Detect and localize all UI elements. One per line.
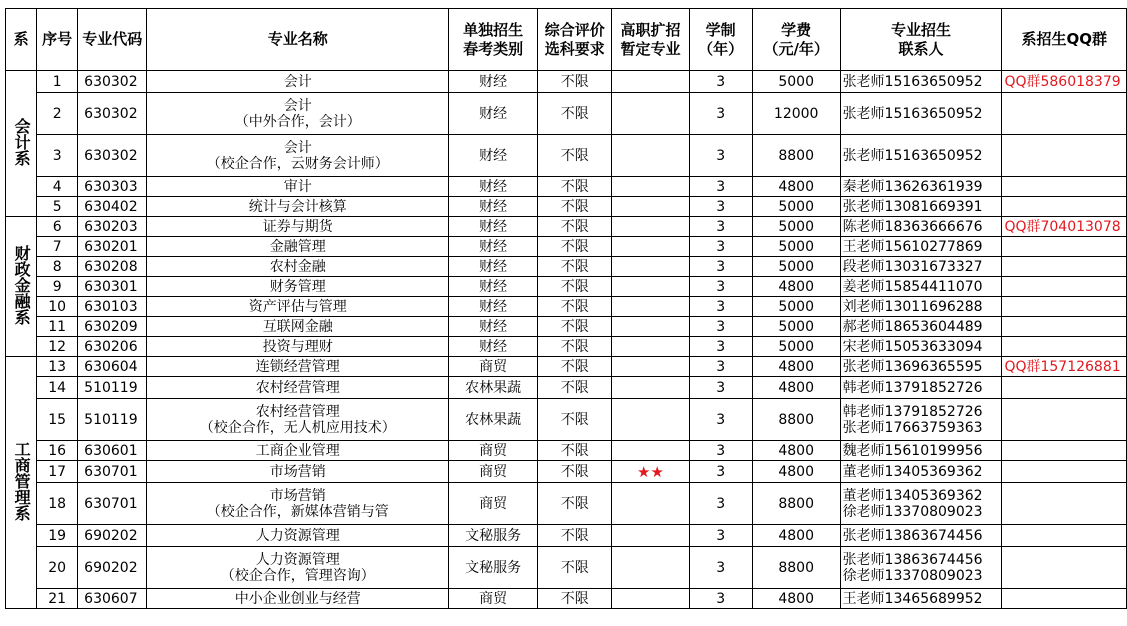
- spring-category: 财经: [449, 237, 538, 257]
- spring-category: 文秘服务: [449, 547, 538, 589]
- program-years: 3: [689, 71, 752, 93]
- row-number: 3: [37, 135, 78, 177]
- row-number: 18: [37, 483, 78, 525]
- tuition-fee: 4800: [752, 441, 840, 461]
- spring-category: 商贸: [449, 461, 538, 483]
- contact-person: 宋老师15053633094: [840, 337, 1002, 357]
- program-years: 3: [689, 589, 752, 609]
- major-name: 连锁经营管理: [147, 357, 449, 377]
- program-years: 3: [689, 317, 752, 337]
- contact-person: 魏老师15610199956: [840, 441, 1002, 461]
- header-row: [6, 9, 1127, 71]
- program-years: 3: [689, 399, 752, 441]
- qq-group: QQ群586018379: [1002, 71, 1127, 93]
- table-row: [6, 547, 1127, 589]
- expansion-mark: [612, 399, 689, 441]
- expansion-mark: [612, 71, 689, 93]
- row-number: 1: [37, 71, 78, 93]
- major-code: 630303: [78, 177, 147, 197]
- subject-requirement: 不限: [538, 525, 612, 547]
- spring-category: 财经: [449, 337, 538, 357]
- header-contact: 专业招生 联系人: [840, 9, 1002, 71]
- qq-group: [1002, 377, 1127, 399]
- subject-requirement: 不限: [538, 71, 612, 93]
- header-dept: 系: [6, 9, 37, 71]
- contact-person: 张老师15163650952: [840, 135, 1002, 177]
- contact-person: 郝老师18653604489: [840, 317, 1002, 337]
- row-number: 6: [37, 217, 78, 237]
- header-spring-category: 单独招生 春考类别: [449, 9, 538, 71]
- major-name: 会计 （中外合作，会计）: [147, 93, 449, 135]
- table-row: [6, 525, 1127, 547]
- major-code: 630302: [78, 71, 147, 93]
- program-years: 3: [689, 237, 752, 257]
- expansion-mark: [612, 135, 689, 177]
- expansion-mark: [612, 483, 689, 525]
- tuition-fee: 12000: [752, 93, 840, 135]
- subject-requirement: 不限: [538, 277, 612, 297]
- contact-person: 韩老师13791852726 张老师17663759363: [840, 399, 1002, 441]
- table-row: [6, 357, 1127, 377]
- subject-requirement: 不限: [538, 197, 612, 217]
- major-name: 财务管理: [147, 277, 449, 297]
- major-code: 690202: [78, 547, 147, 589]
- department-name: 工商管理系: [12, 440, 32, 521]
- tuition-fee: 5000: [752, 317, 840, 337]
- major-name: 农村经营管理 （校企合作，无人机应用技术）: [147, 399, 449, 441]
- major-name: 中小企业创业与经营: [147, 589, 449, 609]
- major-name: 市场营销: [147, 461, 449, 483]
- major-code: 630601: [78, 441, 147, 461]
- major-name: 农村经营管理: [147, 377, 449, 399]
- contact-person: 王老师15610277869: [840, 237, 1002, 257]
- major-code: 630203: [78, 217, 147, 237]
- expansion-mark: [612, 277, 689, 297]
- table-row: [6, 399, 1127, 441]
- subject-requirement: 不限: [538, 589, 612, 609]
- contact-person: 张老师15163650952: [840, 71, 1002, 93]
- qq-group: [1002, 237, 1127, 257]
- department-name: 会计系: [12, 117, 32, 166]
- qq-group: [1002, 441, 1127, 461]
- spring-category: 商贸: [449, 441, 538, 461]
- major-code: 630206: [78, 337, 147, 357]
- major-name: 会计: [147, 71, 449, 93]
- row-number: 5: [37, 197, 78, 217]
- tuition-fee: 8800: [752, 135, 840, 177]
- program-years: 3: [689, 297, 752, 317]
- header-name: 专业名称: [147, 9, 449, 71]
- program-years: 3: [689, 547, 752, 589]
- major-name: 金融管理: [147, 237, 449, 257]
- header-fee: 学费 （元/年）: [752, 9, 840, 71]
- header-expansion: 高职扩招 暂定专业: [612, 9, 689, 71]
- table-row: [6, 297, 1127, 317]
- tuition-fee: 4800: [752, 589, 840, 609]
- header-subject-requirement: 综合评价 选科要求: [538, 9, 612, 71]
- major-code: 630604: [78, 357, 147, 377]
- tuition-fee: 5000: [752, 257, 840, 277]
- major-name: 人力资源管理 （校企合作，管理咨询）: [147, 547, 449, 589]
- contact-person: 韩老师13791852726: [840, 377, 1002, 399]
- qq-group: [1002, 197, 1127, 217]
- spring-category: 文秘服务: [449, 525, 538, 547]
- qq-group: [1002, 483, 1127, 525]
- major-code: 630607: [78, 589, 147, 609]
- program-years: 3: [689, 277, 752, 297]
- spring-category: 财经: [449, 297, 538, 317]
- table-row: [6, 197, 1127, 217]
- major-code: 630103: [78, 297, 147, 317]
- contact-person: 张老师13081669391: [840, 197, 1002, 217]
- contact-person: 刘老师13011696288: [840, 297, 1002, 317]
- spring-category: 财经: [449, 317, 538, 337]
- tuition-fee: 5000: [752, 237, 840, 257]
- spring-category: 财经: [449, 197, 538, 217]
- major-code: 630301: [78, 277, 147, 297]
- row-number: 11: [37, 317, 78, 337]
- department-cell: [6, 357, 37, 609]
- contact-person: 段老师13031673327: [840, 257, 1002, 277]
- row-number: 20: [37, 547, 78, 589]
- spring-category: 财经: [449, 135, 538, 177]
- tuition-fee: 5000: [752, 337, 840, 357]
- major-name: 人力资源管理: [147, 525, 449, 547]
- subject-requirement: 不限: [538, 377, 612, 399]
- header-years: 学制 （年）: [689, 9, 752, 71]
- qq-group: [1002, 177, 1127, 197]
- program-years: 3: [689, 337, 752, 357]
- tuition-fee: 5000: [752, 197, 840, 217]
- major-name: 工商企业管理: [147, 441, 449, 461]
- program-years: 3: [689, 135, 752, 177]
- qq-group: [1002, 399, 1127, 441]
- spring-category: 财经: [449, 93, 538, 135]
- program-years: 3: [689, 257, 752, 277]
- qq-group: QQ群704013078: [1002, 217, 1127, 237]
- contact-person: 秦老师13626361939: [840, 177, 1002, 197]
- major-code: 630208: [78, 257, 147, 277]
- expansion-mark: [612, 237, 689, 257]
- row-number: 12: [37, 337, 78, 357]
- spring-category: 农林果蔬: [449, 399, 538, 441]
- table-row: [6, 217, 1127, 237]
- major-name: 农村金融: [147, 257, 449, 277]
- row-number: 10: [37, 297, 78, 317]
- row-number: 19: [37, 525, 78, 547]
- spring-category: 财经: [449, 71, 538, 93]
- subject-requirement: 不限: [538, 337, 612, 357]
- expansion-mark: [612, 317, 689, 337]
- program-years: 3: [689, 357, 752, 377]
- major-code: 510119: [78, 377, 147, 399]
- contact-person: 姜老师15854411070: [840, 277, 1002, 297]
- program-years: 3: [689, 177, 752, 197]
- tuition-fee: 4800: [752, 525, 840, 547]
- tuition-fee: 8800: [752, 399, 840, 441]
- subject-requirement: 不限: [538, 237, 612, 257]
- major-name: 会计 （校企合作，云财务会计师）: [147, 135, 449, 177]
- major-code: 630402: [78, 197, 147, 217]
- tuition-fee: 8800: [752, 547, 840, 589]
- expansion-mark: [612, 441, 689, 461]
- expansion-mark: [612, 547, 689, 589]
- subject-requirement: 不限: [538, 257, 612, 277]
- table-row: [6, 277, 1127, 297]
- expansion-mark: [612, 337, 689, 357]
- expansion-mark: [612, 93, 689, 135]
- qq-group: [1002, 317, 1127, 337]
- department-cell: [6, 217, 37, 357]
- contact-person: 陈老师18363666676: [840, 217, 1002, 237]
- qq-group: [1002, 589, 1127, 609]
- tuition-fee: 5000: [752, 297, 840, 317]
- department-name: 财政金融系: [12, 244, 32, 325]
- program-years: 3: [689, 217, 752, 237]
- contact-person: 张老师13696365595: [840, 357, 1002, 377]
- table-row: [6, 589, 1127, 609]
- subject-requirement: 不限: [538, 461, 612, 483]
- subject-requirement: 不限: [538, 483, 612, 525]
- spring-category: 商贸: [449, 357, 538, 377]
- qq-group: [1002, 297, 1127, 317]
- table-row: [6, 377, 1127, 399]
- spring-category: 商贸: [449, 483, 538, 525]
- program-years: 3: [689, 483, 752, 525]
- program-years: 3: [689, 441, 752, 461]
- subject-requirement: 不限: [538, 317, 612, 337]
- qq-group: [1002, 547, 1127, 589]
- contact-person: 张老师13863674456: [840, 525, 1002, 547]
- program-years: 3: [689, 377, 752, 399]
- row-number: 9: [37, 277, 78, 297]
- table-row: [6, 71, 1127, 93]
- tuition-fee: 4800: [752, 461, 840, 483]
- qq-group: [1002, 93, 1127, 135]
- program-years: 3: [689, 461, 752, 483]
- program-years: 3: [689, 93, 752, 135]
- table-row: [6, 135, 1127, 177]
- department-cell: [6, 71, 37, 217]
- major-name: 资产评估与管理: [147, 297, 449, 317]
- major-code: 630209: [78, 317, 147, 337]
- row-number: 14: [37, 377, 78, 399]
- program-years: 3: [689, 197, 752, 217]
- row-number: 21: [37, 589, 78, 609]
- expansion-mark: [612, 525, 689, 547]
- expansion-mark: [612, 217, 689, 237]
- spring-category: 财经: [449, 217, 538, 237]
- subject-requirement: 不限: [538, 217, 612, 237]
- tuition-fee: 5000: [752, 71, 840, 93]
- row-number: 8: [37, 257, 78, 277]
- table-row: [6, 177, 1127, 197]
- spring-category: 农林果蔬: [449, 377, 538, 399]
- major-code: 630201: [78, 237, 147, 257]
- contact-person: 王老师13465689952: [840, 589, 1002, 609]
- tuition-fee: 4800: [752, 277, 840, 297]
- major-code: 510119: [78, 399, 147, 441]
- major-code: 630302: [78, 135, 147, 177]
- table-row: [6, 483, 1127, 525]
- qq-group: [1002, 461, 1127, 483]
- subject-requirement: 不限: [538, 547, 612, 589]
- row-number: 7: [37, 237, 78, 257]
- row-number: 4: [37, 177, 78, 197]
- subject-requirement: 不限: [538, 135, 612, 177]
- spring-category: 财经: [449, 257, 538, 277]
- tuition-fee: 4800: [752, 177, 840, 197]
- qq-group: QQ群157126881: [1002, 357, 1127, 377]
- spring-category: 财经: [449, 177, 538, 197]
- contact-person: 董老师13405369362 徐老师13370809023: [840, 483, 1002, 525]
- table-row: [6, 461, 1127, 483]
- expansion-mark: [612, 257, 689, 277]
- header-no: 序号: [37, 9, 78, 71]
- program-years: 3: [689, 525, 752, 547]
- qq-group: [1002, 135, 1127, 177]
- table-row: [6, 93, 1127, 135]
- subject-requirement: 不限: [538, 357, 612, 377]
- subject-requirement: 不限: [538, 93, 612, 135]
- major-name: 投资与理财: [147, 337, 449, 357]
- row-number: 2: [37, 93, 78, 135]
- row-number: 17: [37, 461, 78, 483]
- major-code: 630701: [78, 483, 147, 525]
- table-row: [6, 257, 1127, 277]
- table-row: [6, 337, 1127, 357]
- subject-requirement: 不限: [538, 177, 612, 197]
- expansion-mark: [612, 357, 689, 377]
- major-code: 690202: [78, 525, 147, 547]
- spring-category: 财经: [449, 277, 538, 297]
- tuition-fee: 4800: [752, 377, 840, 399]
- expansion-mark: [612, 589, 689, 609]
- enrollment-table: [5, 8, 1127, 609]
- major-name: 审计: [147, 177, 449, 197]
- contact-person: 董老师13405369362: [840, 461, 1002, 483]
- expansion-mark: ★★: [612, 461, 689, 483]
- qq-group: [1002, 257, 1127, 277]
- spring-category: 商贸: [449, 589, 538, 609]
- subject-requirement: 不限: [538, 297, 612, 317]
- expansion-mark: [612, 197, 689, 217]
- table-row: [6, 317, 1127, 337]
- contact-person: 张老师15163650952: [840, 93, 1002, 135]
- header-qq: 系招生QQ群: [1002, 9, 1127, 71]
- subject-requirement: 不限: [538, 441, 612, 461]
- contact-person: 张老师13863674456 徐老师13370809023: [840, 547, 1002, 589]
- tuition-fee: 5000: [752, 217, 840, 237]
- major-name: 市场营销 （校企合作，新媒体营销与管: [147, 483, 449, 525]
- qq-group: [1002, 337, 1127, 357]
- major-code: 630701: [78, 461, 147, 483]
- row-number: 15: [37, 399, 78, 441]
- major-code: 630302: [78, 93, 147, 135]
- expansion-mark: [612, 377, 689, 399]
- expansion-mark: [612, 177, 689, 197]
- row-number: 13: [37, 357, 78, 377]
- qq-group: [1002, 277, 1127, 297]
- major-name: 互联网金融: [147, 317, 449, 337]
- header-code: 专业代码: [78, 9, 147, 71]
- expansion-mark: [612, 297, 689, 317]
- table-row: [6, 441, 1127, 461]
- tuition-fee: 8800: [752, 483, 840, 525]
- tuition-fee: 4800: [752, 357, 840, 377]
- qq-group: [1002, 525, 1127, 547]
- row-number: 16: [37, 441, 78, 461]
- major-name: 证券与期货: [147, 217, 449, 237]
- subject-requirement: 不限: [538, 399, 612, 441]
- table-row: [6, 237, 1127, 257]
- major-name: 统计与会计核算: [147, 197, 449, 217]
